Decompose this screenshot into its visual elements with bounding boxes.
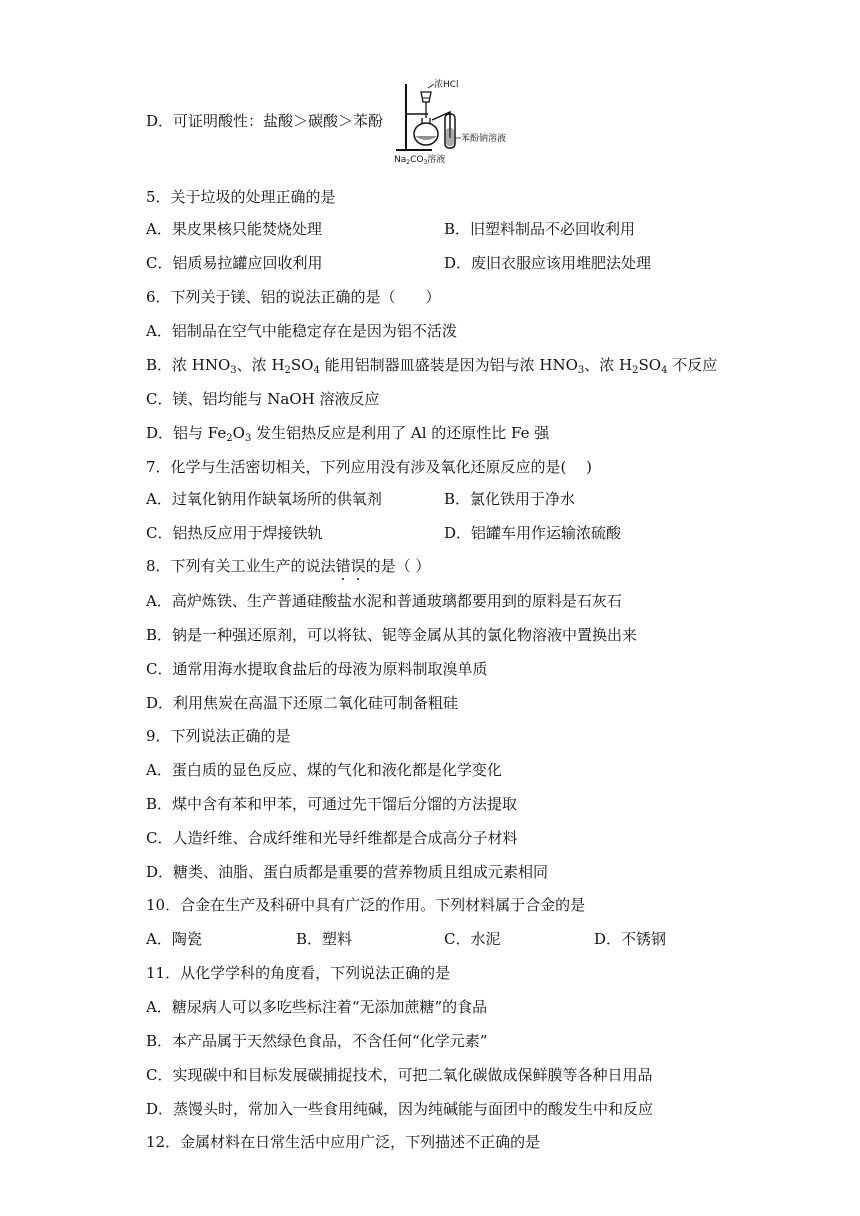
q12-stem: 12．金属材料在日常生活中应用广泛，下列描述不正确的是 [146, 1133, 541, 1151]
q6-option-d: D．铝与 $Fe_2O_3$ 发生铝热反应是利用了 Al 的还原性比 Fe 强 [146, 424, 550, 444]
q5-option-d: D．废旧衣服应该用堆肥法处理 [444, 254, 652, 272]
q9-option-d: D．糖类、油脂、蛋白质都是重要的营养物质且组成元素相同 [146, 863, 549, 881]
q10-option-b: B．塑料 [296, 930, 353, 948]
q7-option-b: B．氯化铁用于净水 [444, 490, 576, 508]
q9-option-b: B．煤中含有苯和甲苯，可通过先干馏后分馏的方法提取 [146, 795, 518, 813]
q9-option-a: A．蛋白质的显色反应、煤的气化和液化都是化学变化 [146, 761, 502, 779]
q11-option-d: D．蒸馒头时，常加入一些食用纯碱，因为纯碱能与面团中的酸发生中和反应 [146, 1100, 654, 1118]
q8-option-b: B．钠是一种强还原剂，可以将钛、铌等金属从其的氯化物溶液中置换出来 [146, 626, 638, 644]
q8-option-a: A．高炉炼铁、生产普通硅酸盐水泥和普通玻璃都要用到的原料是石灰石 [146, 592, 622, 610]
q5-stem: 5．关于垃圾的处理正确的是 [146, 188, 336, 206]
q6-stem: 6．下列关于镁、铝的说法正确的是（ ） [146, 288, 441, 306]
q9-stem: 9．下列说法正确的是 [146, 727, 291, 745]
q8-option-c: C．通常用海水提取食盐后的母液为原料制取溴单质 [146, 660, 488, 678]
q5-option-a: A．果皮果核只能焚烧处理 [146, 220, 322, 238]
q11-option-a: A．糖尿病人可以多吃些标注着“无添加蔗糖”的食品 [146, 998, 488, 1016]
q5-option-c: C．铝质易拉罐应回收利用 [146, 254, 323, 272]
q11-option-b: B．本产品属于天然绿色食品，不含任何“化学元素” [146, 1032, 488, 1050]
diagram-label-conc-hcl: 浓HCl [434, 80, 459, 90]
q6-option-a: A．铝制品在空气中能稳定存在是因为铝不活泼 [146, 322, 457, 340]
q7-option-d: D．铝罐车用作运输浓硫酸 [444, 524, 622, 542]
acid-strength-apparatus-diagram [388, 78, 533, 166]
q9-option-c: C．人造纤维、合成纤维和光导纤维都是合成高分子材料 [146, 829, 518, 847]
q7-stem: 7．化学与生活密切相关，下列应用没有涉及氧化还原反应的是( ) [146, 458, 593, 476]
q6-option-b: B．浓 $HNO_3$、浓 $H_2SO_4$ 能用铝制器皿盛装是因为铝与浓 $HNO_3$、浓 $H_2SO_4$ 不反应 [146, 356, 718, 376]
q8-option-d: D．利用焦炭在高温下还原二氧化硅可制备粗硅 [146, 694, 459, 712]
q8-stem: 8．下列有关工业生产的说法错误的是（ ） [146, 557, 431, 575]
q10-stem: 10．合金在生产及科研中具有广泛的作用。下列材料属于合金的是 [146, 896, 586, 914]
diagram-label-sodium-carbonate: $Na_2CO_3$溶液 [394, 155, 446, 166]
q6-option-c: C．镁、铝均能与 NaOH 溶液反应 [146, 390, 380, 408]
q5-option-b: B．旧塑料制品不必回收利用 [444, 220, 636, 238]
q11-option-c: C．实现碳中和目标发展碳捕捉技术，可把二氧化碳做成保鲜膜等各种日用品 [146, 1066, 653, 1084]
q11-stem: 11．从化学学科的角度看，下列说法正确的是 [146, 964, 451, 982]
q7-option-c: C．铝热反应用于焊接铁轨 [146, 524, 323, 542]
q10-option-c: C．水泥 [444, 930, 501, 948]
q10-option-d: D．不锈钢 [594, 930, 667, 948]
diagram-label-sodium-phenoxide: 苯酚钠溶液 [461, 134, 507, 144]
q10-option-a: A．陶瓷 [146, 930, 202, 948]
q4-option-d: D．可证明酸性：盐酸＞碳酸＞苯酚 [146, 112, 384, 130]
q7-option-a: A．过氧化钠用作缺氧场所的供氧剂 [146, 490, 382, 508]
